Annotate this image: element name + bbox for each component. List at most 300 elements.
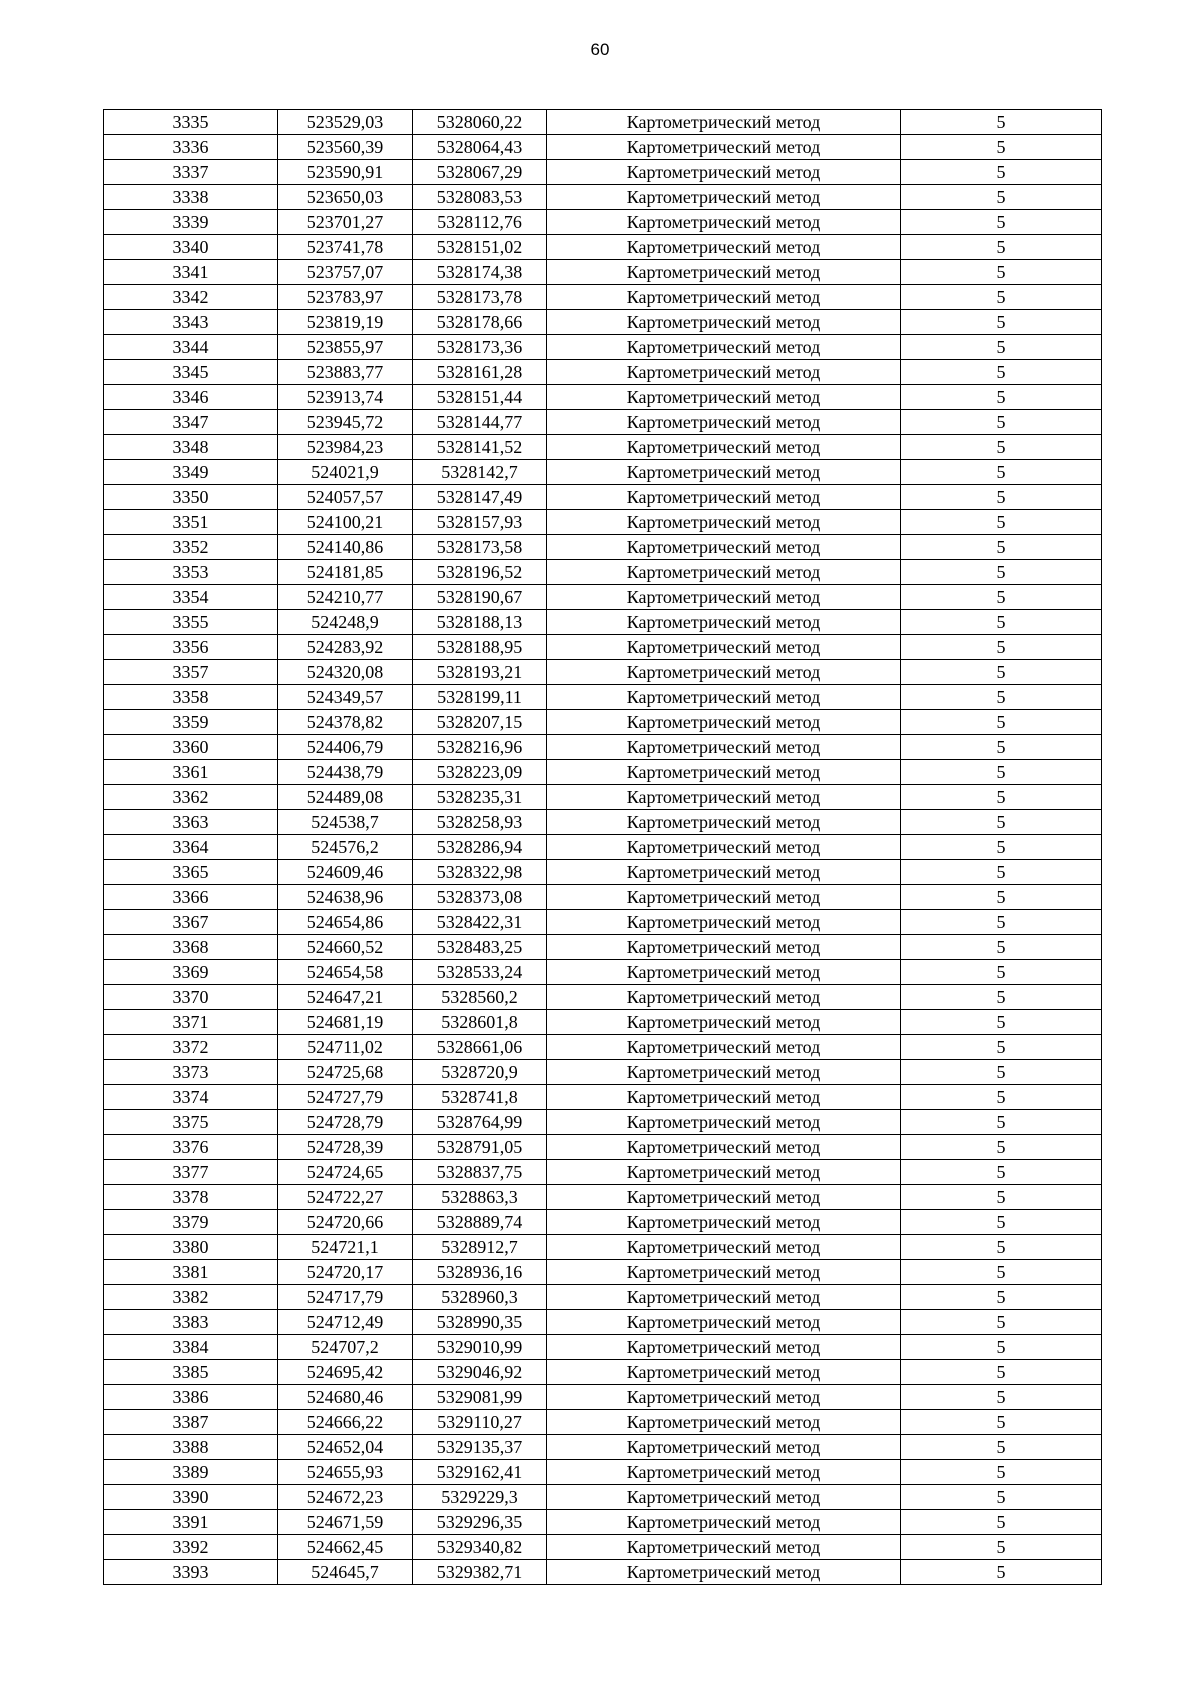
table-row xyxy=(104,910,1102,935)
point-number-cell: 3363 xyxy=(104,810,278,835)
x-coordinate-cell: 524638,96 xyxy=(278,885,413,910)
table-row xyxy=(104,785,1102,810)
y-coordinate-cell: 5328141,52 xyxy=(413,435,547,460)
x-coordinate-cell: 524711,02 xyxy=(278,1035,413,1060)
y-coordinate-cell: 5328322,98 xyxy=(413,860,547,885)
method-cell: Картометрический метод xyxy=(547,460,901,485)
method-cell: Картометрический метод xyxy=(547,360,901,385)
method-cell: Картометрический метод xyxy=(547,1485,901,1510)
accuracy-cell: 5 xyxy=(901,1310,1102,1335)
point-number-cell: 3368 xyxy=(104,935,278,960)
table-row xyxy=(104,535,1102,560)
accuracy-cell: 5 xyxy=(901,660,1102,685)
y-coordinate-cell: 5328483,25 xyxy=(413,935,547,960)
point-number-cell: 3353 xyxy=(104,560,278,585)
y-coordinate-cell: 5328144,77 xyxy=(413,410,547,435)
accuracy-cell: 5 xyxy=(901,885,1102,910)
accuracy-cell: 5 xyxy=(901,1260,1102,1285)
point-number-cell: 3361 xyxy=(104,760,278,785)
x-coordinate-cell: 524057,57 xyxy=(278,485,413,510)
x-coordinate-cell: 523984,23 xyxy=(278,435,413,460)
x-coordinate-cell: 523945,72 xyxy=(278,410,413,435)
y-coordinate-cell: 5328178,66 xyxy=(413,310,547,335)
table-row xyxy=(104,710,1102,735)
y-coordinate-cell: 5328235,31 xyxy=(413,785,547,810)
table-row xyxy=(104,1135,1102,1160)
method-cell: Картометрический метод xyxy=(547,435,901,460)
point-number-cell: 3355 xyxy=(104,610,278,635)
x-coordinate-cell: 524438,79 xyxy=(278,760,413,785)
table-row xyxy=(104,1110,1102,1135)
table-row xyxy=(104,435,1102,460)
point-number-cell: 3387 xyxy=(104,1410,278,1435)
table-row xyxy=(104,835,1102,860)
accuracy-cell: 5 xyxy=(901,485,1102,510)
table-row xyxy=(104,985,1102,1010)
x-coordinate-cell: 524720,66 xyxy=(278,1210,413,1235)
x-coordinate-cell: 524662,45 xyxy=(278,1535,413,1560)
table-row xyxy=(104,1060,1102,1085)
method-cell: Картометрический метод xyxy=(547,1535,901,1560)
x-coordinate-cell: 524660,52 xyxy=(278,935,413,960)
x-coordinate-cell: 524707,2 xyxy=(278,1335,413,1360)
table-row xyxy=(104,1160,1102,1185)
x-coordinate-cell: 524248,9 xyxy=(278,610,413,635)
table-row xyxy=(104,360,1102,385)
table-row xyxy=(104,1085,1102,1110)
point-number-cell: 3349 xyxy=(104,460,278,485)
y-coordinate-cell: 5328863,3 xyxy=(413,1185,547,1210)
accuracy-cell: 5 xyxy=(901,235,1102,260)
method-cell: Картометрический метод xyxy=(547,1560,901,1585)
x-coordinate-cell: 524654,86 xyxy=(278,910,413,935)
accuracy-cell: 5 xyxy=(901,585,1102,610)
method-cell: Картометрический метод xyxy=(547,985,901,1010)
table-row xyxy=(104,385,1102,410)
point-number-cell: 3373 xyxy=(104,1060,278,1085)
accuracy-cell: 5 xyxy=(901,385,1102,410)
method-cell: Картометрический метод xyxy=(547,260,901,285)
accuracy-cell: 5 xyxy=(901,1110,1102,1135)
coordinates-table-body xyxy=(104,110,1102,1585)
y-coordinate-cell: 5328151,44 xyxy=(413,385,547,410)
table-row xyxy=(104,1485,1102,1510)
method-cell: Картометрический метод xyxy=(547,1510,901,1535)
method-cell: Картометрический метод xyxy=(547,185,901,210)
y-coordinate-cell: 5328286,94 xyxy=(413,835,547,860)
x-coordinate-cell: 523590,91 xyxy=(278,160,413,185)
accuracy-cell: 5 xyxy=(901,1335,1102,1360)
y-coordinate-cell: 5329296,35 xyxy=(413,1510,547,1535)
y-coordinate-cell: 5328560,2 xyxy=(413,985,547,1010)
table-row xyxy=(104,885,1102,910)
point-number-cell: 3348 xyxy=(104,435,278,460)
method-cell: Картометрический метод xyxy=(547,1285,901,1310)
method-cell: Картометрический метод xyxy=(547,335,901,360)
method-cell: Картометрический метод xyxy=(547,1410,901,1435)
accuracy-cell: 5 xyxy=(901,1510,1102,1535)
point-number-cell: 3380 xyxy=(104,1235,278,1260)
y-coordinate-cell: 5329340,82 xyxy=(413,1535,547,1560)
accuracy-cell: 5 xyxy=(901,610,1102,635)
accuracy-cell: 5 xyxy=(901,960,1102,985)
coordinates-table xyxy=(103,109,1102,1585)
x-coordinate-cell: 524210,77 xyxy=(278,585,413,610)
y-coordinate-cell: 5328720,9 xyxy=(413,1060,547,1085)
point-number-cell: 3377 xyxy=(104,1160,278,1185)
method-cell: Картометрический метод xyxy=(547,935,901,960)
table-row xyxy=(104,310,1102,335)
x-coordinate-cell: 523883,77 xyxy=(278,360,413,385)
point-number-cell: 3339 xyxy=(104,210,278,235)
x-coordinate-cell: 524609,46 xyxy=(278,860,413,885)
accuracy-cell: 5 xyxy=(901,535,1102,560)
accuracy-cell: 5 xyxy=(901,760,1102,785)
point-number-cell: 3391 xyxy=(104,1510,278,1535)
method-cell: Картометрический метод xyxy=(547,410,901,435)
point-number-cell: 3350 xyxy=(104,485,278,510)
point-number-cell: 3383 xyxy=(104,1310,278,1335)
accuracy-cell: 5 xyxy=(901,1435,1102,1460)
accuracy-cell: 5 xyxy=(901,935,1102,960)
table-row xyxy=(104,1460,1102,1485)
table-row xyxy=(104,1035,1102,1060)
y-coordinate-cell: 5328990,35 xyxy=(413,1310,547,1335)
x-coordinate-cell: 524645,7 xyxy=(278,1560,413,1585)
accuracy-cell: 5 xyxy=(901,1560,1102,1585)
table-row xyxy=(104,260,1102,285)
method-cell: Картометрический метод xyxy=(547,1160,901,1185)
point-number-cell: 3392 xyxy=(104,1535,278,1560)
method-cell: Картометрический метод xyxy=(547,210,901,235)
x-coordinate-cell: 524720,17 xyxy=(278,1260,413,1285)
accuracy-cell: 5 xyxy=(901,210,1102,235)
table-row xyxy=(104,485,1102,510)
x-coordinate-cell: 524406,79 xyxy=(278,735,413,760)
point-number-cell: 3365 xyxy=(104,860,278,885)
method-cell: Картометрический метод xyxy=(547,485,901,510)
method-cell: Картометрический метод xyxy=(547,1360,901,1385)
y-coordinate-cell: 5328173,78 xyxy=(413,285,547,310)
point-number-cell: 3359 xyxy=(104,710,278,735)
table-row xyxy=(104,1560,1102,1585)
accuracy-cell: 5 xyxy=(901,1135,1102,1160)
point-number-cell: 3374 xyxy=(104,1085,278,1110)
x-coordinate-cell: 524489,08 xyxy=(278,785,413,810)
table-row xyxy=(104,1310,1102,1335)
y-coordinate-cell: 5328083,53 xyxy=(413,185,547,210)
method-cell: Картометрический метод xyxy=(547,1035,901,1060)
x-coordinate-cell: 524728,79 xyxy=(278,1110,413,1135)
x-coordinate-cell: 524680,46 xyxy=(278,1385,413,1410)
x-coordinate-cell: 524349,57 xyxy=(278,685,413,710)
table-row xyxy=(104,1360,1102,1385)
y-coordinate-cell: 5329229,3 xyxy=(413,1485,547,1510)
accuracy-cell: 5 xyxy=(901,860,1102,885)
accuracy-cell: 5 xyxy=(901,1360,1102,1385)
x-coordinate-cell: 524647,21 xyxy=(278,985,413,1010)
y-coordinate-cell: 5328193,21 xyxy=(413,660,547,685)
accuracy-cell: 5 xyxy=(901,560,1102,585)
accuracy-cell: 5 xyxy=(901,785,1102,810)
point-number-cell: 3375 xyxy=(104,1110,278,1135)
point-number-cell: 3378 xyxy=(104,1185,278,1210)
x-coordinate-cell: 523913,74 xyxy=(278,385,413,410)
y-coordinate-cell: 5328741,8 xyxy=(413,1085,547,1110)
y-coordinate-cell: 5328067,29 xyxy=(413,160,547,185)
x-coordinate-cell: 523741,78 xyxy=(278,235,413,260)
table-row xyxy=(104,285,1102,310)
method-cell: Картометрический метод xyxy=(547,735,901,760)
x-coordinate-cell: 524576,2 xyxy=(278,835,413,860)
table-row xyxy=(104,1410,1102,1435)
method-cell: Картометрический метод xyxy=(547,1110,901,1135)
accuracy-cell: 5 xyxy=(901,285,1102,310)
x-coordinate-cell: 524140,86 xyxy=(278,535,413,560)
y-coordinate-cell: 5328791,05 xyxy=(413,1135,547,1160)
table-row xyxy=(104,1235,1102,1260)
method-cell: Картометрический метод xyxy=(547,860,901,885)
accuracy-cell: 5 xyxy=(901,835,1102,860)
point-number-cell: 3366 xyxy=(104,885,278,910)
point-number-cell: 3384 xyxy=(104,1335,278,1360)
y-coordinate-cell: 5329135,37 xyxy=(413,1435,547,1460)
method-cell: Картометрический метод xyxy=(547,810,901,835)
x-coordinate-cell: 524722,27 xyxy=(278,1185,413,1210)
point-number-cell: 3362 xyxy=(104,785,278,810)
point-number-cell: 3338 xyxy=(104,185,278,210)
accuracy-cell: 5 xyxy=(901,460,1102,485)
x-coordinate-cell: 524671,59 xyxy=(278,1510,413,1535)
point-number-cell: 3360 xyxy=(104,735,278,760)
y-coordinate-cell: 5328147,49 xyxy=(413,485,547,510)
table-row xyxy=(104,185,1102,210)
x-coordinate-cell: 524538,7 xyxy=(278,810,413,835)
accuracy-cell: 5 xyxy=(901,185,1102,210)
accuracy-cell: 5 xyxy=(901,1185,1102,1210)
method-cell: Картометрический метод xyxy=(547,685,901,710)
table-row xyxy=(104,685,1102,710)
y-coordinate-cell: 5328216,96 xyxy=(413,735,547,760)
accuracy-cell: 5 xyxy=(901,985,1102,1010)
table-row xyxy=(104,510,1102,535)
y-coordinate-cell: 5328207,15 xyxy=(413,710,547,735)
x-coordinate-cell: 524654,58 xyxy=(278,960,413,985)
x-coordinate-cell: 523783,97 xyxy=(278,285,413,310)
x-coordinate-cell: 524721,1 xyxy=(278,1235,413,1260)
method-cell: Картометрический метод xyxy=(547,1435,901,1460)
method-cell: Картометрический метод xyxy=(547,1010,901,1035)
method-cell: Картометрический метод xyxy=(547,585,901,610)
table-row xyxy=(104,585,1102,610)
point-number-cell: 3343 xyxy=(104,310,278,335)
point-number-cell: 3372 xyxy=(104,1035,278,1060)
point-number-cell: 3370 xyxy=(104,985,278,1010)
table-row xyxy=(104,960,1102,985)
table-row xyxy=(104,560,1102,585)
accuracy-cell: 5 xyxy=(901,1535,1102,1560)
table-row xyxy=(104,660,1102,685)
point-number-cell: 3381 xyxy=(104,1260,278,1285)
accuracy-cell: 5 xyxy=(901,1285,1102,1310)
accuracy-cell: 5 xyxy=(901,135,1102,160)
method-cell: Картометрический метод xyxy=(547,760,901,785)
table-row xyxy=(104,210,1102,235)
point-number-cell: 3345 xyxy=(104,360,278,385)
point-number-cell: 3351 xyxy=(104,510,278,535)
point-number-cell: 3393 xyxy=(104,1560,278,1585)
method-cell: Картометрический метод xyxy=(547,110,901,135)
method-cell: Картометрический метод xyxy=(547,1185,901,1210)
y-coordinate-cell: 5328190,67 xyxy=(413,585,547,610)
point-number-cell: 3385 xyxy=(104,1360,278,1385)
point-number-cell: 3390 xyxy=(104,1485,278,1510)
accuracy-cell: 5 xyxy=(901,685,1102,710)
accuracy-cell: 5 xyxy=(901,1035,1102,1060)
method-cell: Картометрический метод xyxy=(547,310,901,335)
x-coordinate-cell: 524100,21 xyxy=(278,510,413,535)
point-number-cell: 3364 xyxy=(104,835,278,860)
table-row xyxy=(104,1435,1102,1460)
method-cell: Картометрический метод xyxy=(547,610,901,635)
y-coordinate-cell: 5328173,58 xyxy=(413,535,547,560)
table-row xyxy=(104,410,1102,435)
accuracy-cell: 5 xyxy=(901,1060,1102,1085)
method-cell: Картометрический метод xyxy=(547,285,901,310)
method-cell: Картометрический метод xyxy=(547,560,901,585)
table-row xyxy=(104,1385,1102,1410)
table-row xyxy=(104,935,1102,960)
accuracy-cell: 5 xyxy=(901,1210,1102,1235)
point-number-cell: 3335 xyxy=(104,110,278,135)
table-row xyxy=(104,135,1102,160)
accuracy-cell: 5 xyxy=(901,1485,1102,1510)
table-row xyxy=(104,235,1102,260)
point-number-cell: 3357 xyxy=(104,660,278,685)
y-coordinate-cell: 5328064,43 xyxy=(413,135,547,160)
method-cell: Картометрический метод xyxy=(547,885,901,910)
method-cell: Картометрический метод xyxy=(547,135,901,160)
y-coordinate-cell: 5328060,22 xyxy=(413,110,547,135)
x-coordinate-cell: 524681,19 xyxy=(278,1010,413,1035)
x-coordinate-cell: 524725,68 xyxy=(278,1060,413,1085)
y-coordinate-cell: 5329110,27 xyxy=(413,1410,547,1435)
point-number-cell: 3388 xyxy=(104,1435,278,1460)
table-row xyxy=(104,760,1102,785)
method-cell: Картометрический метод xyxy=(547,1385,901,1410)
table-row xyxy=(104,1535,1102,1560)
x-coordinate-cell: 524378,82 xyxy=(278,710,413,735)
x-coordinate-cell: 524728,39 xyxy=(278,1135,413,1160)
accuracy-cell: 5 xyxy=(901,410,1102,435)
x-coordinate-cell: 524320,08 xyxy=(278,660,413,685)
x-coordinate-cell: 524021,9 xyxy=(278,460,413,485)
method-cell: Картометрический метод xyxy=(547,635,901,660)
point-number-cell: 3354 xyxy=(104,585,278,610)
point-number-cell: 3347 xyxy=(104,410,278,435)
x-coordinate-cell: 523819,19 xyxy=(278,310,413,335)
x-coordinate-cell: 524652,04 xyxy=(278,1435,413,1460)
point-number-cell: 3382 xyxy=(104,1285,278,1310)
accuracy-cell: 5 xyxy=(901,735,1102,760)
table-row xyxy=(104,1260,1102,1285)
method-cell: Картометрический метод xyxy=(547,235,901,260)
y-coordinate-cell: 5328373,08 xyxy=(413,885,547,910)
y-coordinate-cell: 5329382,71 xyxy=(413,1560,547,1585)
accuracy-cell: 5 xyxy=(901,510,1102,535)
x-coordinate-cell: 524717,79 xyxy=(278,1285,413,1310)
table-row xyxy=(104,610,1102,635)
point-number-cell: 3346 xyxy=(104,385,278,410)
point-number-cell: 3352 xyxy=(104,535,278,560)
accuracy-cell: 5 xyxy=(901,1410,1102,1435)
x-coordinate-cell: 524283,92 xyxy=(278,635,413,660)
y-coordinate-cell: 5328936,16 xyxy=(413,1260,547,1285)
table-row xyxy=(104,810,1102,835)
y-coordinate-cell: 5328422,31 xyxy=(413,910,547,935)
y-coordinate-cell: 5328161,28 xyxy=(413,360,547,385)
y-coordinate-cell: 5328174,38 xyxy=(413,260,547,285)
point-number-cell: 3386 xyxy=(104,1385,278,1410)
table-row xyxy=(104,1010,1102,1035)
accuracy-cell: 5 xyxy=(901,360,1102,385)
accuracy-cell: 5 xyxy=(901,1010,1102,1035)
method-cell: Картометрический метод xyxy=(547,1260,901,1285)
table-row xyxy=(104,1185,1102,1210)
y-coordinate-cell: 5328258,93 xyxy=(413,810,547,835)
table-row xyxy=(104,735,1102,760)
table-row xyxy=(104,460,1102,485)
y-coordinate-cell: 5329162,41 xyxy=(413,1460,547,1485)
method-cell: Картометрический метод xyxy=(547,1460,901,1485)
table-row xyxy=(104,860,1102,885)
method-cell: Картометрический метод xyxy=(547,1235,901,1260)
table-row xyxy=(104,635,1102,660)
point-number-cell: 3369 xyxy=(104,960,278,985)
method-cell: Картометрический метод xyxy=(547,1210,901,1235)
table-row xyxy=(104,160,1102,185)
y-coordinate-cell: 5328661,06 xyxy=(413,1035,547,1060)
accuracy-cell: 5 xyxy=(901,910,1102,935)
accuracy-cell: 5 xyxy=(901,1235,1102,1260)
y-coordinate-cell: 5328188,95 xyxy=(413,635,547,660)
point-number-cell: 3379 xyxy=(104,1210,278,1235)
y-coordinate-cell: 5329046,92 xyxy=(413,1360,547,1385)
point-number-cell: 3341 xyxy=(104,260,278,285)
x-coordinate-cell: 523529,03 xyxy=(278,110,413,135)
accuracy-cell: 5 xyxy=(901,160,1102,185)
method-cell: Картометрический метод xyxy=(547,1060,901,1085)
method-cell: Картометрический метод xyxy=(547,1310,901,1335)
point-number-cell: 3367 xyxy=(104,910,278,935)
x-coordinate-cell: 524695,42 xyxy=(278,1360,413,1385)
accuracy-cell: 5 xyxy=(901,1160,1102,1185)
y-coordinate-cell: 5328112,76 xyxy=(413,210,547,235)
point-number-cell: 3342 xyxy=(104,285,278,310)
point-number-cell: 3389 xyxy=(104,1460,278,1485)
y-coordinate-cell: 5328601,8 xyxy=(413,1010,547,1035)
y-coordinate-cell: 5328157,93 xyxy=(413,510,547,535)
method-cell: Картометрический метод xyxy=(547,785,901,810)
method-cell: Картометрический метод xyxy=(547,535,901,560)
y-coordinate-cell: 5328223,09 xyxy=(413,760,547,785)
accuracy-cell: 5 xyxy=(901,1085,1102,1110)
accuracy-cell: 5 xyxy=(901,635,1102,660)
x-coordinate-cell: 523560,39 xyxy=(278,135,413,160)
method-cell: Картометрический метод xyxy=(547,1135,901,1160)
table-row xyxy=(104,335,1102,360)
table-row xyxy=(104,1510,1102,1535)
